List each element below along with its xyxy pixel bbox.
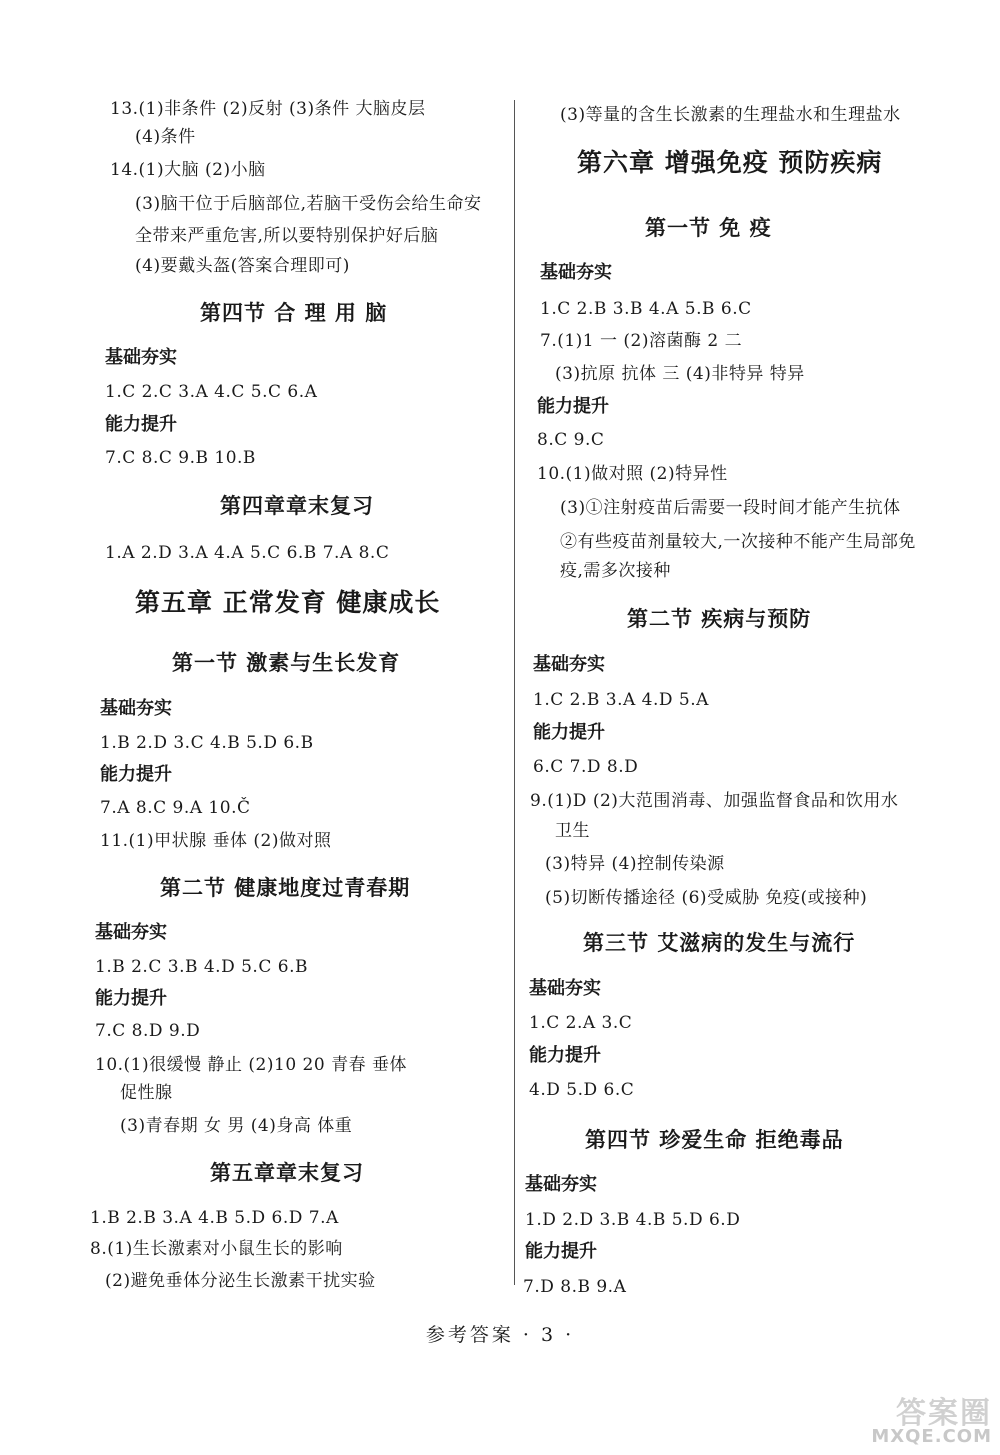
subsection-heading: 基础夯实 [533,654,605,675]
answer-line: 卫生 [555,821,590,841]
answer-line: 8.(1)生长激素对小鼠生长的影响 [90,1239,343,1259]
subsection-heading: 能力提升 [525,1241,597,1262]
answer-line: (5)切断传播途径 (6)受威胁 免疫(或接种) [545,888,868,908]
answer-line: 促性腺 [120,1083,173,1103]
subsection-heading: 能力提升 [95,988,167,1009]
section-title: 第二节 健康地度过青春期 [160,876,411,900]
subsection-heading: 能力提升 [100,764,172,785]
chapter-title: 第五章 正常发育 健康成长 [135,588,441,617]
subsection-heading: 基础夯实 [105,347,177,368]
answer-line: 7.C 8.C 9.B 10.B [105,448,256,468]
answer-line: 1.A 2.D 3.A 4.A 5.C 6.B 7.A 8.C [105,543,390,563]
subsection-heading: 基础夯实 [95,922,167,943]
answer-line: 11.(1)甲状腺 垂体 (2)做对照 [100,831,332,851]
answer-line: 13.(1)非条件 (2)反射 (3)条件 大脑皮层 [110,99,426,119]
answer-line: 10.(1)做对照 (2)特异性 [537,464,728,484]
answer-line: 1.B 2.C 3.B 4.D 5.C 6.B [95,957,308,977]
section-title: 第二节 疾病与预防 [627,607,812,631]
answer-line: (3)①注射疫苗后需要一段时间才能产生抗体 [560,498,901,518]
answer-line: 7.(1)1 一 (2)溶菌酶 2 二 [540,331,743,351]
answer-line: 1.C 2.B 3.B 4.A 5.B 6.C [540,299,752,319]
answer-line: 7.C 8.D 9.D [95,1021,201,1041]
answer-line: ②有些疫苗剂量较大,一次接种不能产生局部免 [560,532,916,552]
section-title: 第四节 合 理 用 脑 [200,301,388,325]
watermark-text: 答案圈 [896,1396,992,1431]
answer-line: 1.B 2.D 3.C 4.B 5.D 6.B [100,733,314,753]
answer-line: (3)脑干位于后脑部位,若脑干受伤会给生命安 [135,194,482,214]
subsection-heading: 基础夯实 [525,1174,597,1195]
answer-line: (3)抗原 抗体 三 (4)非特异 特异 [555,364,805,384]
section-title: 第四节 珍爱生命 拒绝毒品 [585,1128,844,1152]
section-title: 第三节 艾滋病的发生与流行 [583,931,856,955]
subsection-heading: 基础夯实 [529,978,601,999]
section-title: 第四章章末复习 [220,494,374,518]
answer-line: (4)要戴头盔(答案合理即可) [135,256,350,276]
watermark-logo [842,1388,992,1448]
answer-line: (3)青春期 女 男 (4)身高 体重 [120,1116,353,1136]
answer-line: 1.C 2.B 3.A 4.D 5.A [533,690,709,710]
answer-line: 1.C 2.C 3.A 4.C 5.C 6.A [105,382,318,402]
subsection-heading: 能力提升 [537,396,609,417]
subsection-heading: 能力提升 [533,722,605,743]
watermark-url: MXQE.COM [871,1426,992,1447]
section-title: 第一节 免 疫 [645,216,772,240]
section-title: 第五章章末复习 [210,1161,364,1185]
answer-line: 全带来严重危害,所以要特别保护好后脑 [135,226,439,246]
answer-line: (4)条件 [135,127,196,147]
subsection-heading: 能力提升 [105,414,177,435]
answer-line: 4.D 5.D 6.C [529,1080,635,1100]
answer-line: (3)特异 (4)控制传染源 [545,854,725,874]
answer-line: 6.C 7.D 8.D [533,757,639,777]
subsection-heading: 基础夯实 [100,698,172,719]
answer-line: (3)等量的含生长激素的生理盐水和生理盐水 [560,105,901,125]
answer-line: 10.(1)很缓慢 静止 (2)10 20 青春 垂体 [95,1055,407,1075]
answer-line: 14.(1)大脑 (2)小脑 [110,160,266,180]
answer-line: 8.C 9.C [537,430,605,450]
answer-line: 疫,需多次接种 [560,561,671,581]
answer-line: 1.C 2.A 3.C [529,1013,633,1033]
chapter-title: 第六章 增强免疫 预防疾病 [577,148,883,177]
page-footer: 参考答案 · 3 · [425,1324,575,1346]
subsection-heading: 能力提升 [529,1045,601,1066]
answer-line: 1.D 2.D 3.B 4.B 5.D 6.D [525,1210,741,1230]
subsection-heading: 基础夯实 [540,262,612,283]
column-divider [514,100,515,1285]
answer-line: (2)避免垂体分泌生长激素干扰实验 [105,1271,376,1291]
answer-line: 7.A 8.C 9.A 10.Č [100,798,251,818]
answer-line: 1.B 2.B 3.A 4.B 5.D 6.D 7.A [90,1208,339,1228]
answer-line: 7.D 8.B 9.A [523,1277,627,1297]
answer-line: 9.(1)D (2)大范围消毒、加强监督食品和饮用水 [530,791,899,811]
section-title: 第一节 激素与生长发育 [172,651,401,675]
